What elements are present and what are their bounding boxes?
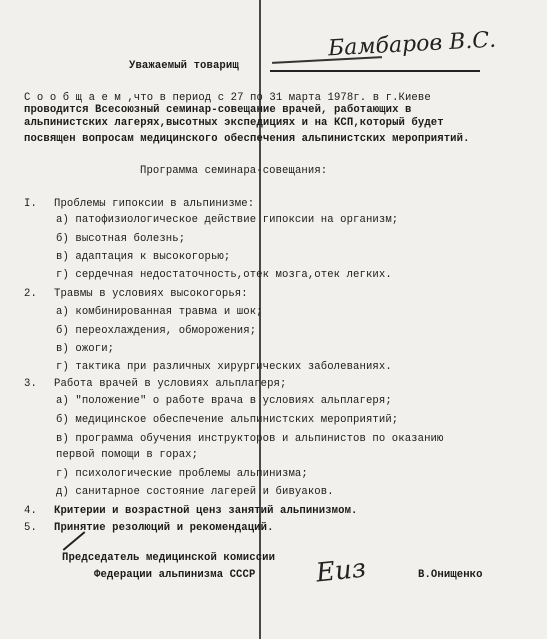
section-number: 2.: [24, 288, 37, 300]
intro-line-2: проводится Всесоюзный семинар-совещание врачей, работающих в: [24, 104, 412, 116]
list-item: б) медицинское обеспечение альпинистских мероприятий;: [56, 414, 399, 426]
section-number: 3.: [24, 378, 37, 390]
list-item: д) санитарное состояние лагерей и бивуаков.: [56, 486, 334, 498]
list-item: в) программа обучения инструкторов и альпинистов по оказанию: [56, 433, 444, 445]
section-number: 5.: [24, 522, 37, 534]
signatory-name: В.Онищенко: [418, 569, 483, 581]
intro-line-3: альпинистских лагерях,высотных экспедициях и на КСП,который будет: [24, 117, 444, 129]
list-item: г) сердечная недостаточность,отек мозга,отек легких.: [56, 269, 392, 281]
section-number: 4.: [24, 505, 37, 517]
list-item: а) патофизиологическое действие гипоксии на организм;: [56, 214, 399, 226]
signatory-title-line-2: Федерации альпинизма СССР: [94, 569, 256, 581]
section-number: I.: [24, 198, 37, 210]
list-item: в) адаптация к высокогорью;: [56, 251, 231, 263]
list-item: в) ожоги;: [56, 343, 115, 355]
handwritten-signature: Еиз: [314, 553, 368, 589]
section-title: Работа врачей в условиях альплагеря;: [54, 378, 287, 390]
list-item: б) высотная болезнь;: [56, 233, 186, 245]
program-title: Программа семинара-совещания:: [140, 165, 328, 177]
intro-line-1: С о о б щ а е м ,что в период с 27 по 31 марта 1978г. в г.Киеве: [24, 92, 431, 104]
greeting: Уважаемый товарищ: [129, 60, 239, 72]
signatory-title-line-1: Председатель медицинской комиссии: [62, 552, 276, 564]
section-title: Критерии и возрастной ценз занятий альпинизмом.: [54, 505, 358, 517]
list-item: б) переохлаждения, обморожения;: [56, 325, 257, 337]
intro-line-4: посвящен вопросам медицинского обеспечения альпинистских мероприятий.: [24, 133, 470, 145]
pen-stroke: [63, 531, 86, 551]
section-title: Принятие резолюций и рекомендаций.: [54, 522, 274, 534]
list-item: а) комбинированная травма и шок;: [56, 306, 263, 318]
list-item: г) психологические проблемы альпинизма;: [56, 468, 308, 480]
section-title: Травмы в условиях высокогорья:: [54, 288, 248, 300]
section-title: Проблемы гипоксии в альпинизме:: [54, 198, 255, 210]
list-item: г) тактика при различных хирургических заболеваниях.: [56, 361, 392, 373]
name-underline: [270, 70, 480, 72]
handwritten-name: Бамбаров В.С.: [327, 27, 497, 62]
list-item: а) "положение" о работе врача в условиях альплагеря;: [56, 395, 392, 407]
list-item: первой помощи в горах;: [56, 449, 199, 461]
